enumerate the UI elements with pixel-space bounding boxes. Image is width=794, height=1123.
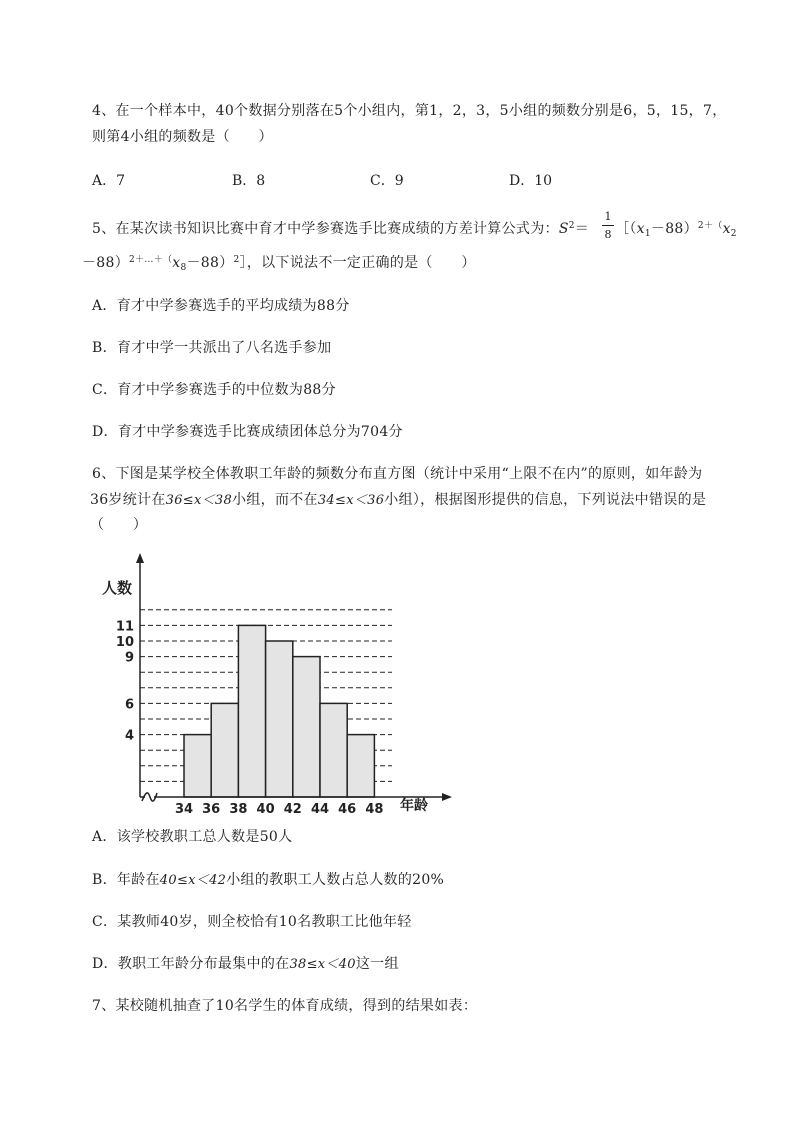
q6-option-d-a: D．教职工年龄分布最集中的在 (92, 956, 290, 972)
q6-option-b-b: 小组的教职工人数占总人数的20% (226, 872, 445, 888)
q5-term2: －88） (82, 255, 130, 271)
q6-line2-b: 小组，而不在 (232, 492, 318, 508)
q5-term3: －88） (186, 255, 234, 271)
q6-ineq2: 34≤x＜36 (317, 493, 385, 508)
q5-term1: －88） (650, 221, 698, 237)
q4-option-a: A．7 (92, 173, 126, 189)
q6-line2 (90, 489, 706, 509)
q5-s-squared: 2 (568, 221, 575, 231)
q5-equals: ＝ (574, 221, 590, 237)
q6-line2-c: 小组），根据图形提供的信息，下列说法中错误的是 (384, 492, 707, 508)
q5-line2-end: ］，以下说法不一定正确的是（ ） (239, 255, 476, 271)
x-tick-38: 38 (229, 802, 248, 817)
x-tick-36: 36 (202, 802, 221, 817)
bar-34-36 (184, 735, 211, 797)
q5-frac-bar (602, 225, 614, 226)
q6-option-a: A．该学校教职工总人数是50人 (92, 829, 293, 845)
q7-line1: 7、某校随机抽查了10名学生的体育成绩，得到的结果如表： (92, 998, 478, 1014)
q6-line1: 6、下图是某学校全体教职工年龄的频数分布直方图（统计中采用“上限不在内”的原则，如年龄为 (92, 466, 703, 482)
q5-s-symbol: S (558, 221, 569, 237)
q6-option-d (92, 953, 399, 973)
bar-36-38 (211, 703, 238, 797)
q5-frac-num: 1 (604, 210, 612, 223)
q6-option-c: C．某教师40岁，则全校恰有10名教职工比他年轻 (92, 914, 412, 930)
q5-x8: x (172, 255, 181, 271)
chart-x-tick-labels (175, 802, 383, 817)
y-tick-10: 10 (115, 635, 134, 650)
q6-option-b-ineq: 40≤x＜42 (159, 873, 227, 888)
q4-line2: 则第4小组的频数是（ ） (92, 129, 273, 145)
q5-x2-sub: 2 (730, 229, 737, 239)
q6-line2-a: 36岁统计在 (90, 492, 166, 508)
q5-line2 (82, 252, 476, 273)
chart-y-tick-labels (116, 619, 134, 743)
q6-option-d-b: 这一组 (355, 956, 399, 972)
y-tick-9: 9 (124, 650, 134, 666)
bar-38-40 (238, 625, 265, 797)
q6-ineq1: 36≤x＜38 (165, 493, 233, 508)
q6-option-b-a: B．年龄在 (92, 872, 160, 888)
y-axis-label: 人数 (102, 579, 133, 597)
x-tick-42: 42 (283, 802, 302, 817)
y-tick-11: 11 (115, 619, 134, 635)
x-axis-label: 年龄 (400, 798, 428, 814)
chart-bars (184, 625, 374, 797)
q4-option-d: D．10 (509, 173, 553, 189)
x-tick-34: 34 (174, 802, 194, 817)
x-tick-48: 48 (365, 802, 384, 817)
x-axis-arrow (442, 793, 452, 801)
q6-option-d-ineq: 38≤x＜40 (289, 957, 356, 972)
q4-option-b: B．8 (232, 173, 266, 189)
x-tick-40: 40 (256, 802, 275, 817)
q5-x1-sub: 1 (644, 229, 651, 239)
q5-x8-sub: 8 (180, 263, 187, 273)
q5-bracket-open: ［（ (615, 221, 637, 237)
y-tick-4: 4 (124, 728, 134, 744)
y-tick-6: 6 (124, 697, 134, 713)
x-tick-44: 44 (310, 802, 330, 817)
q5-term3-sq: 2 (233, 255, 240, 265)
q5-line1 (92, 218, 737, 239)
bar-40-42 (266, 641, 293, 797)
bar-44-46 (320, 703, 347, 797)
histogram-chart (90, 545, 470, 820)
q4-option-c: C．9 (370, 173, 404, 189)
bar-46-48 (347, 735, 374, 797)
q5-term2-sq: 2＋…＋（ (129, 255, 173, 265)
q6-line3: （ ） (90, 517, 148, 533)
q5-option-a: A．育才中学参赛选手的平均成绩为88分 (92, 298, 350, 314)
q6-option-b (92, 869, 444, 889)
q5-x2: x (722, 221, 731, 237)
x-tick-46: 46 (338, 802, 357, 817)
q4-line1: 4、在一个样本中，40个数据分别落在5个小组内，第1，2，3，5小组的频数分别是6，5，15，7， (92, 103, 727, 119)
q5-term1-sq: 2＋（ (697, 221, 723, 231)
bar-42-44 (293, 657, 320, 797)
y-axis-arrow (136, 553, 144, 563)
q5-frac-den: 8 (604, 228, 612, 241)
q5-option-d: D．育才中学参赛选手比赛成绩团体总分为704分 (92, 424, 403, 440)
q5-x1: x (636, 221, 645, 237)
q5-option-b: B．育才中学一共派出了八名选手参加 (92, 340, 332, 356)
q5-option-c: C．育才中学参赛选手的中位数为88分 (92, 382, 336, 398)
q5-text: 5、在某次读书知识比赛中育才中学参赛选手比赛成绩的方差计算公式为： (92, 221, 559, 237)
